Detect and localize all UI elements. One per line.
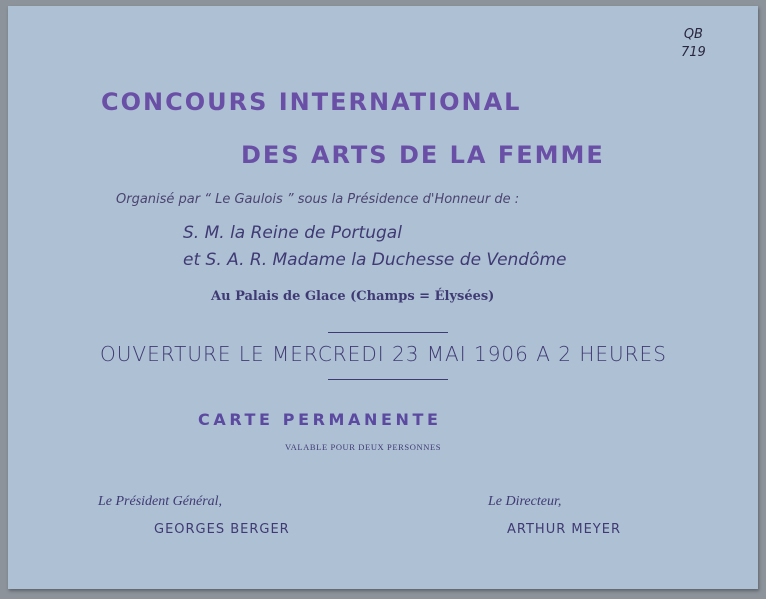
catalog-mark-line2: 719 <box>681 44 706 60</box>
patron-line2: et S. A. R. Madame la Duchesse de Vendôme <box>183 250 567 270</box>
validity-note: VALABLE POUR DEUX PERSONNES <box>285 442 442 452</box>
right-signatory-role: Le Directeur, <box>488 494 562 509</box>
venue: Au Palais de Glace (Champs = Élysées) <box>211 289 495 304</box>
title-line2: DES ARTS DE LA FEMME <box>241 141 605 169</box>
divider-bottom <box>328 379 448 380</box>
catalog-mark <box>681 26 706 61</box>
divider-top <box>328 332 448 333</box>
patron-line1: S. M. la Reine de Portugal <box>183 223 402 243</box>
title-line1: CONCOURS INTERNATIONAL <box>101 88 522 116</box>
organised-by: Organisé par “ Le Gaulois ” sous la Présidence d'Honneur de : <box>116 192 520 207</box>
right-signatory-name: ARTHUR MEYER <box>507 522 621 537</box>
opening-date: OUVERTURE LE MERCREDI 23 MAI 1906 A 2 HEURES <box>100 342 667 366</box>
left-signatory-role: Le Président Général, <box>98 494 223 509</box>
catalog-mark-line1: QB <box>683 27 703 42</box>
ticket-type: CARTE PERMANENTE <box>198 410 442 429</box>
left-signatory-name: GEORGES BERGER <box>154 522 290 537</box>
invitation-card <box>8 6 758 589</box>
